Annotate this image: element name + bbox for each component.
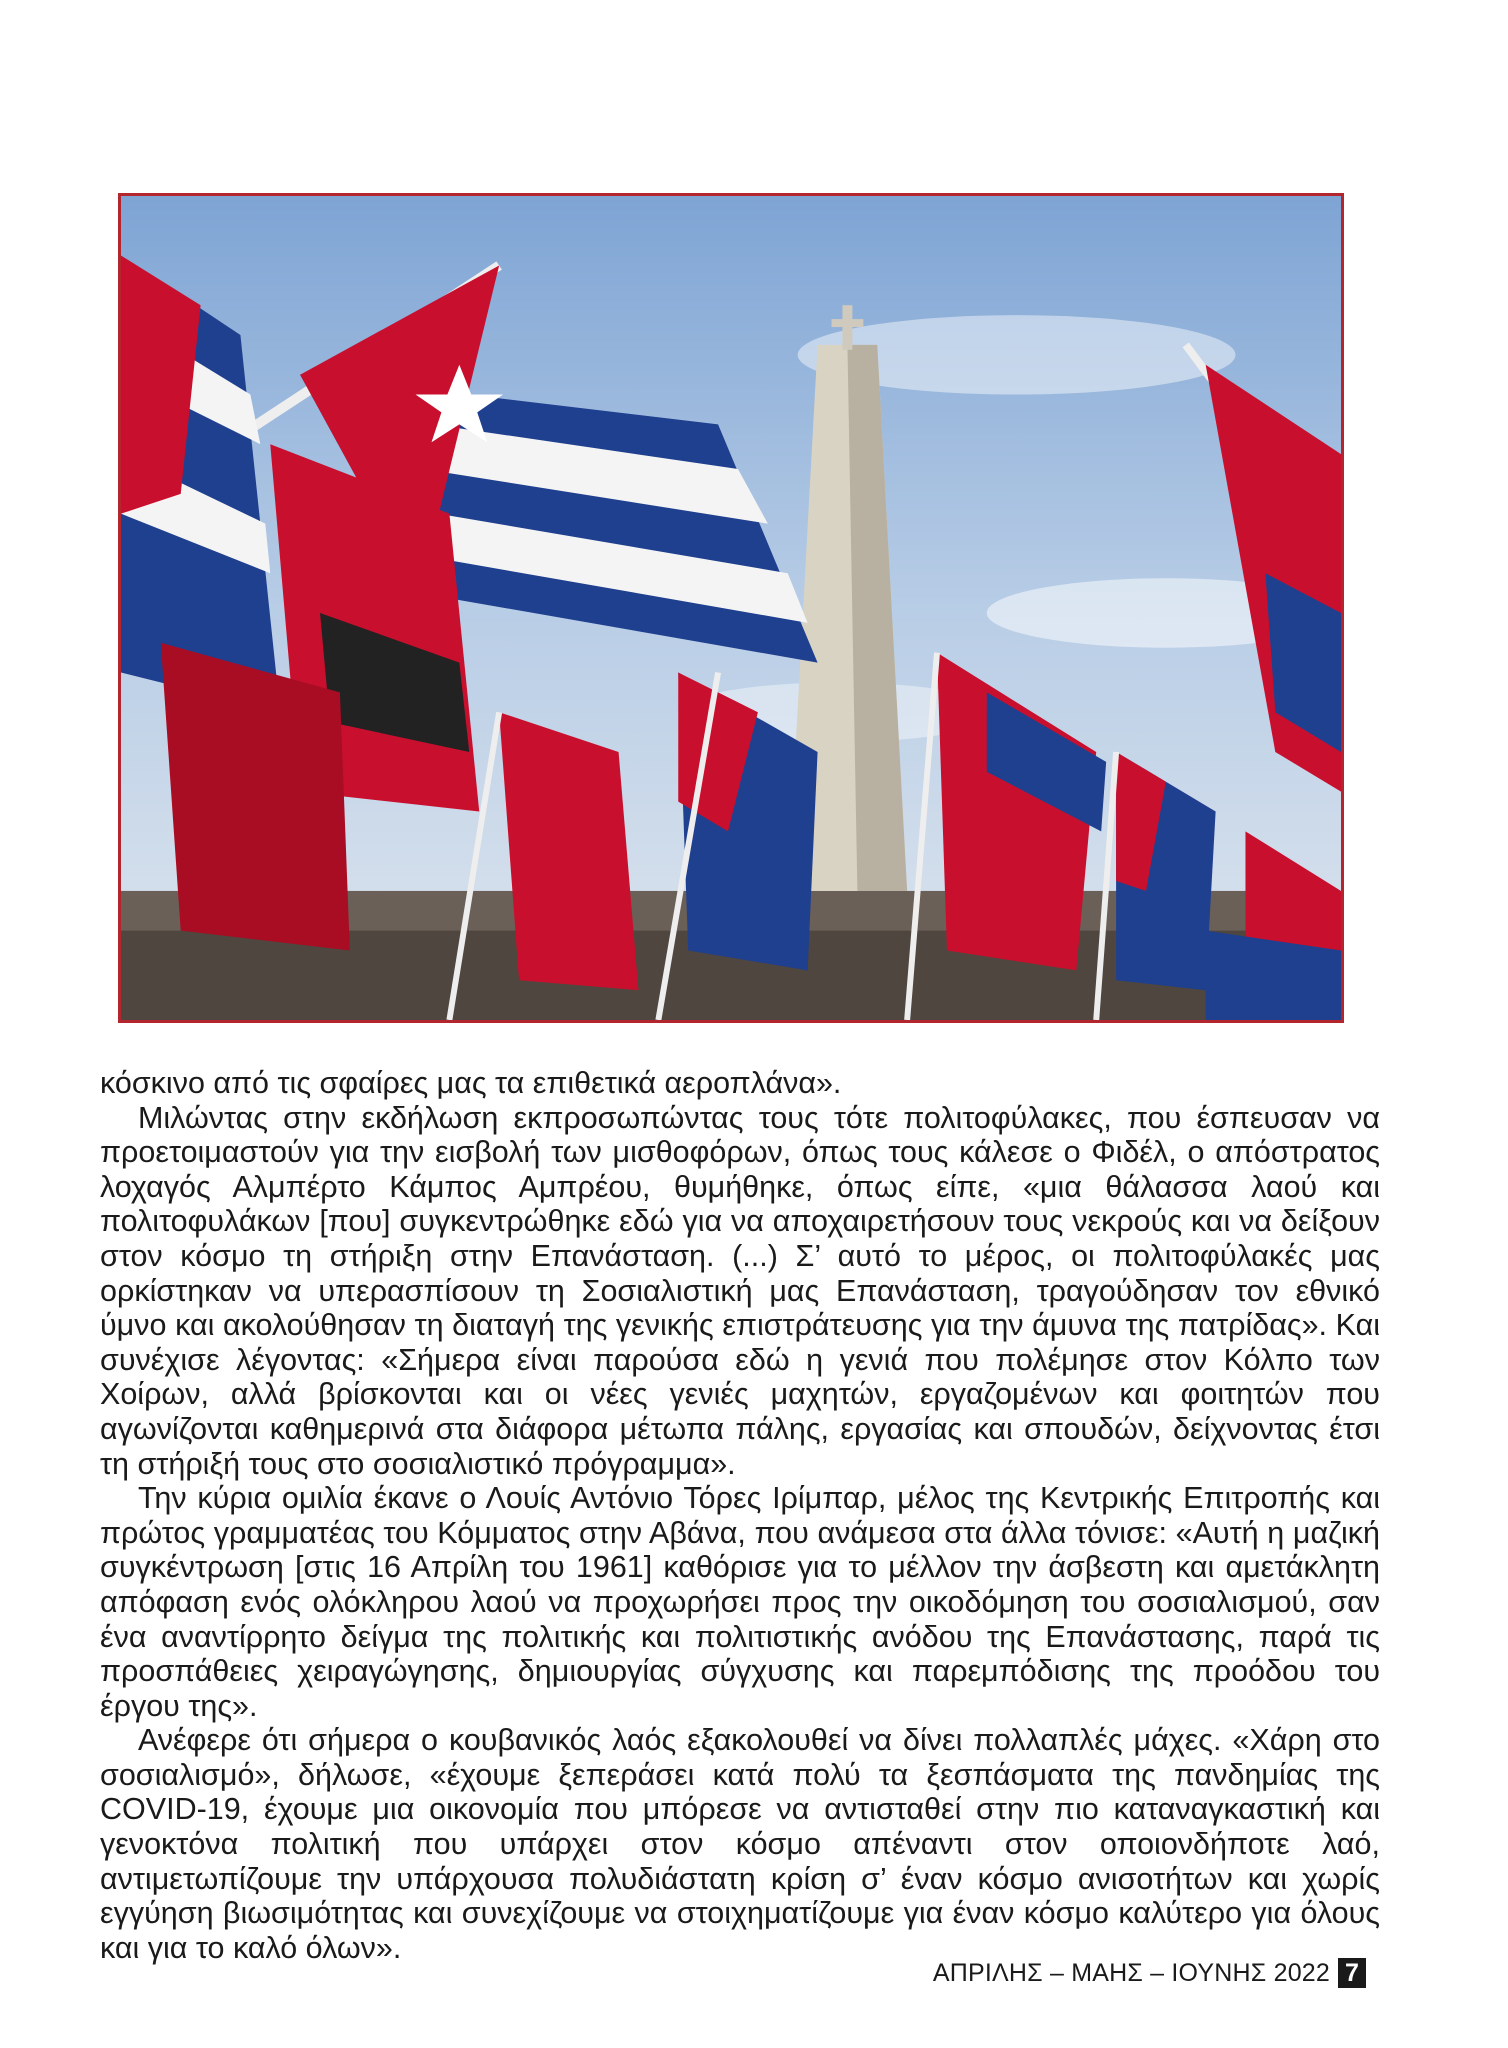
page-footer xyxy=(933,1958,1366,1988)
article-body xyxy=(100,1066,1380,1965)
article-photo xyxy=(118,193,1344,1023)
paragraph: Μιλώντας στην εκδήλωση εκπροσωπώντας τους τότε πολιτοφύλακες, που έσπευσαν να προετοιμαστούν για την εισβολή των μισθοφόρων, όπως τους κάλεσε ο Φιδέλ, ο απόστρατος λοχαγός Αλμπέρτο Κάμπος Αμπρέου, θυμήθηκε, όπως είπε, «μια θάλασσα λαού και πολιτοφυλάκων [που] συγκεντρώθηκε εδώ για να αποχαιρετήσουν τους νεκρούς και να δείξουν στον κόσμο τη στήριξη στην Επανάσταση. (...) Σ’ αυτό το μέρος, οι πολιτοφύλακές μας ορκίστηκαν να υπερασπίσουν τη Σοσιαλιστική μας Επανάσταση, τραγούδησαν τον εθνικό ύμνο και ακολούθησαν τη διαταγή της γενικής επιστράτευσης για την άμυνα της πατρίδας». Και συνέχισε λέγοντας: «Σήμερα είναι παρούσα εδώ η γενιά που πολέμησε στον Κόλπο των Χοίρων, αλλά βρίσκονται και οι νέες γενιές μαχητών, εργαζομένων και φοιτητών που αγωνίζονται καθημερινά στα διάφορα μέτωπα πάλης, εργασίας και σπουδών, δείχνοντας έτσι τη στήριξή τους στο σοσιαλιστικό πρόγραμμα». xyxy=(100,1100,1380,1481)
issue-date: ΑΠΡΙΛΗΣ – ΜΑΗΣ – ΙΟΥΝΗΣ 2022 xyxy=(932,1958,1330,1987)
paragraph: Την κύρια ομιλία έκανε ο Λουίς Αντόνιο Τόρες Ιρίμπαρ, μέλος της Κεντρικής Επιτροπής και πρώτος γραμματέας του Κόμματος στην Αβάνα, που ανάμεσα στα άλλα τόνισε: «Αυτή η μαζική συγκέντρωση [στις 16 Απρίλη του 1961] καθόρισε για το μέλλον την άσβεστη και αμετάκλητη απόφαση ενός ολόκληρου λαού να προχωρήσει προς την οικοδόμηση του σοσιαλισμού, σαν ένα αναντίρρητο δείγμα της πολιτικής και πολιτιστικής ανόδου της Επανάστασης, παρά τις προσπάθειες χειραγώγησης, δημιουργίας σύγχυσης και παρεμπόδισης της προόδου του έργου της». xyxy=(100,1481,1380,1723)
page-number: 7 xyxy=(1338,1958,1366,1988)
paragraph-continuation: κόσκινο από τις σφαίρες μας τα επιθετικά αεροπλάνα». xyxy=(100,1066,842,1100)
cuban-flags-rally-illustration xyxy=(121,196,1341,1020)
paragraph: Ανέφερε ότι σήμερα ο κουβανικός λαός εξακολουθεί να δίνει πολλαπλές μάχες. «Χάρη στο σοσιαλισμό», δήλωσε, «έχουμε ξεπεράσει κατά πολύ τα ξεσπάσματα της πανδημίας της COVID-19, έχουμε μια οικονομία που μπόρεσε να αντισταθεί στην πιο καταναγκαστική και γενοκτόνα πολιτική που υπάρχει στον κόσμο απέναντι στον οποιονδήποτε λαό, αντιμετωπίζουμε την υπάρχουσα πολυδιάστατη κρίση σ’ έναν κόσμο ανισοτήτων και χωρίς εγγύηση βιωσιμότητας και συνεχίζουμε να στοιχηματίζουμε για έναν κόσμο καλύτερο για όλους και για το καλό όλων». xyxy=(100,1723,1380,1965)
